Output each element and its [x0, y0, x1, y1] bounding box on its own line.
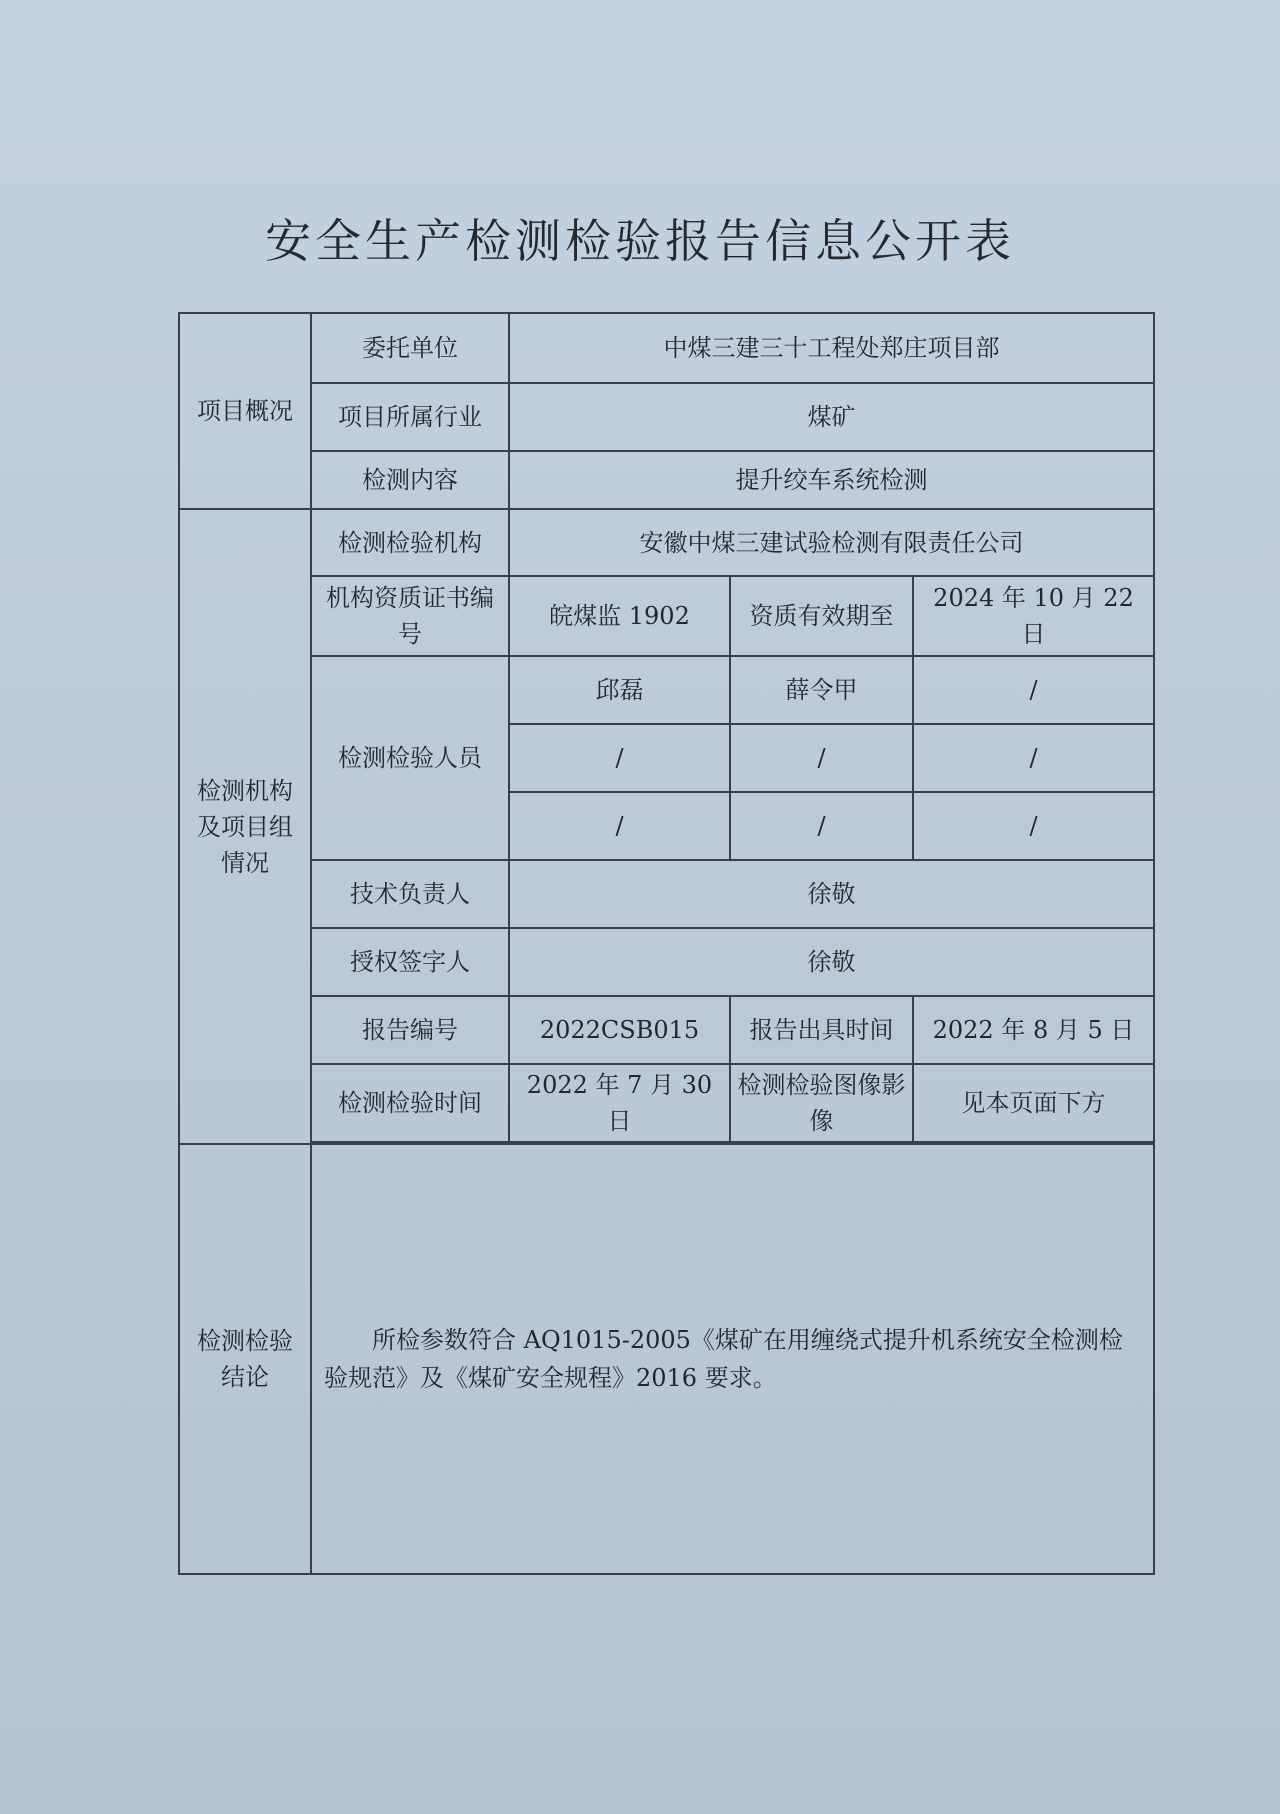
org-label: 检测检验机构 [311, 509, 509, 576]
staff-cell: 邱磊 [509, 656, 730, 724]
table-row [179, 928, 1154, 996]
report-no-label: 报告编号 [311, 996, 509, 1064]
table-row [179, 860, 1154, 928]
document-title: 安全生产检测检验报告信息公开表 [265, 214, 1015, 268]
staff-cell: / [913, 656, 1154, 724]
cert-label: 机构资质证书编号 [311, 576, 509, 656]
disclosure-table [178, 312, 1155, 1575]
staff-cell: / [509, 792, 730, 860]
client-label: 委托单位 [311, 313, 509, 383]
staff-cell: 薛令甲 [730, 656, 913, 724]
valid-value: 2024 年 10 月 22 日 [913, 576, 1154, 656]
industry-label: 项目所属行业 [311, 383, 509, 451]
table-row [179, 656, 1154, 724]
staff-cell: / [730, 792, 913, 860]
issue-time-label: 报告出具时间 [730, 996, 913, 1064]
table-row [179, 576, 1154, 656]
images-value: 见本页面下方 [913, 1064, 1154, 1142]
table-row [179, 996, 1154, 1064]
images-label: 检测检验图像影像 [730, 1064, 913, 1142]
staff-cell: / [913, 792, 1154, 860]
table-row [179, 313, 1154, 383]
staff-cell: / [509, 724, 730, 792]
client-value: 中煤三建三十工程处郑庄项目部 [509, 313, 1154, 383]
content-value: 提升绞车系统检测 [509, 451, 1154, 509]
section-agency-label: 检测机构及项目组情况 [179, 509, 311, 1144]
signer-value: 徐敬 [509, 928, 1154, 996]
signer-label: 授权签字人 [311, 928, 509, 996]
content-label: 检测内容 [311, 451, 509, 509]
issue-time-value: 2022 年 8 月 5 日 [913, 996, 1154, 1064]
org-value: 安徽中煤三建试验检测有限责任公司 [509, 509, 1154, 576]
table-row [179, 451, 1154, 509]
section-overview-label: 项目概况 [179, 313, 311, 509]
table-row [179, 1064, 1154, 1142]
staff-cell: / [730, 724, 913, 792]
tech-lead-label: 技术负责人 [311, 860, 509, 928]
industry-value: 煤矿 [509, 383, 1154, 451]
table-row [179, 1144, 1154, 1574]
test-time-value: 2022 年 7 月 30 日 [509, 1064, 730, 1142]
report-no-value: 2022CSB015 [509, 996, 730, 1064]
valid-label: 资质有效期至 [730, 576, 913, 656]
table-row [179, 383, 1154, 451]
cert-value: 皖煤监 1902 [509, 576, 730, 656]
test-time-label: 检测检验时间 [311, 1064, 509, 1142]
tech-lead-value: 徐敬 [509, 860, 1154, 928]
staff-cell: / [913, 724, 1154, 792]
conclusion-text: 所检参数符合 AQ1015-2005《煤矿在用缠绕式提升机系统安全检测检验规范》及《煤矿安全规程》2016 要求。 [311, 1144, 1154, 1574]
table-row [179, 509, 1154, 576]
staff-label: 检测检验人员 [311, 656, 509, 860]
section-conclusion-label: 检测检验结论 [179, 1144, 311, 1574]
